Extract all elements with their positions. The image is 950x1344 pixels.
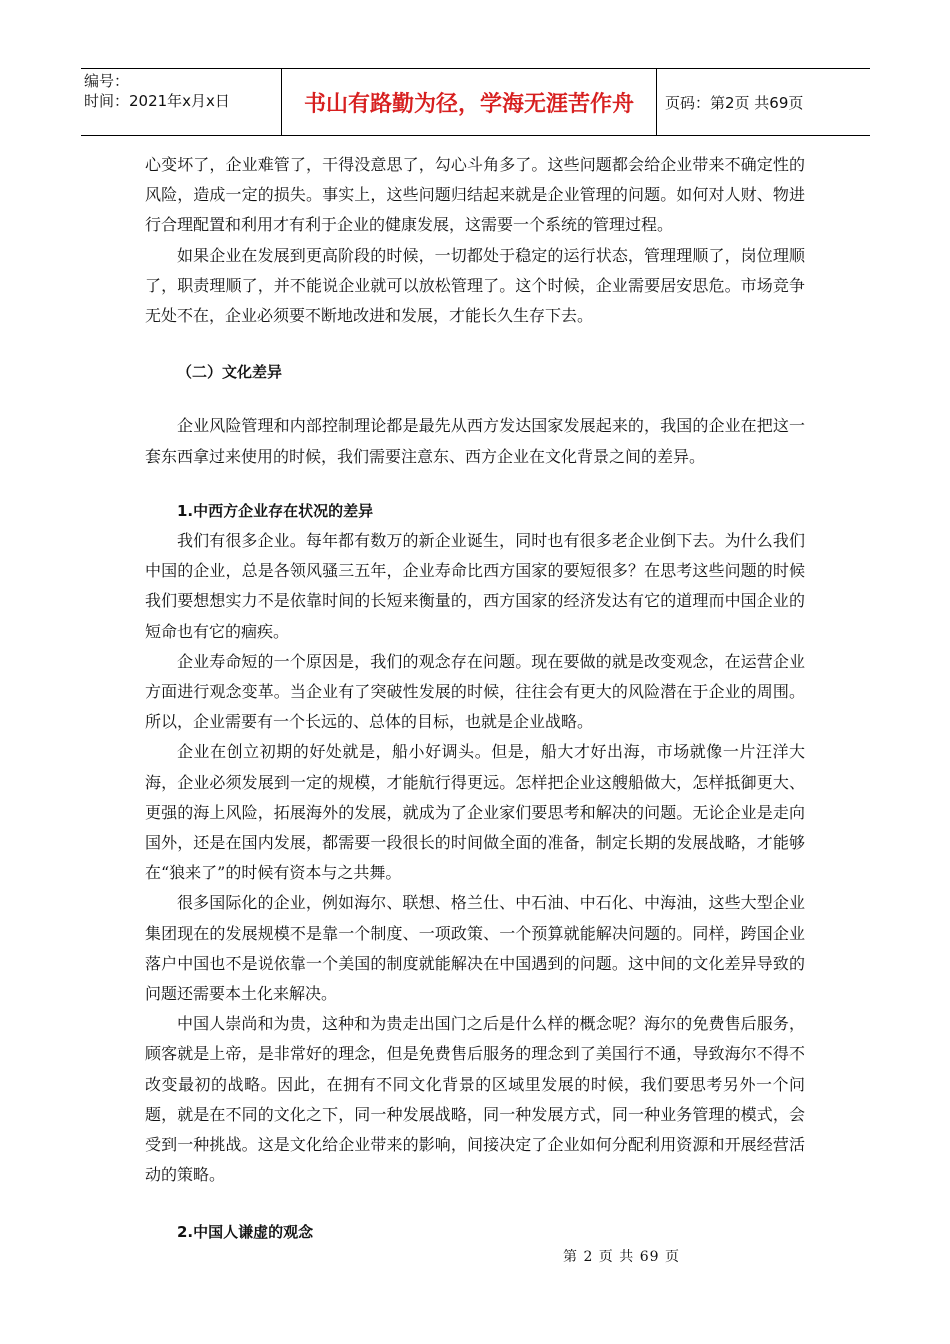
subsection-heading: 2.中国人谦虚的观念 [177,1222,314,1241]
footer-page-number: 第 2 页 共 69 页 [563,1249,680,1265]
subsection-heading: 1.中西方企业存在状况的差异 [177,501,374,520]
header-meta [81,69,282,135]
body-paragraph: 很多国际化的企业，例如海尔、联想、格兰仕、中石油、中石化、中海油，这些大型企业集团现在的发展规模不是靠一个制度、一项政策、一个预算就能解决问题的。同样，跨国企业落户中国也不是说依靠一个美国的制度就能解决在中国遇到的问题。这中间的文化差异导致的问题还需要本土化来解决。 [145,893,805,1004]
page-header [81,68,870,136]
document-date: 时间：2021年x月x日 [84,92,230,110]
header-page-info: 页码：第2页 共69页 [665,93,804,112]
document-number-label: 编号： [84,72,130,90]
body-paragraph: 中国人崇尚和为贵，这种和为贵走出国门之后是什么样的概念呢？海尔的免费售后服务，顾客就是上帝，是非常好的理念，但是免费售后服务的理念到了美国行不通，导致海尔不得不改变最初的战略。因此，在拥有不同文化背景的区域里发展的时候，我们要思考另外一个问题，就是在不同的文化之下，同一种发展战略，同一种发展方式，同一种业务管理的模式，会受到一种挑战。这是文化给企业带来的影响，间接决定了企业如何分配利用资源和开展经营活动的策略。 [145,1014,805,1185]
header-motto: 书山有路勤为径，学海无涯苦作舟 [282,69,657,135]
body-paragraph: 企业风险管理和内部控制理论都是最先从西方发达国家发展起来的，我国的企业在把这一套东西拿过来使用的时候，我们需要注意东、西方企业在文化背景之间的差异。 [145,416,805,466]
body-paragraph: 心变坏了，企业难管了，干得没意思了，勾心斗角多了。这些问题都会给企业带来不确定性的风险，造成一定的损失。事实上，这些问题归结起来就是企业管理的问题。如何对人财、物进行合理配置和利用才有利于企业的健康发展，这需要一个系统的管理过程。 [145,155,805,235]
body-paragraph: 如果企业在发展到更高阶段的时候，一切都处于稳定的运行状态，管理理顺了，岗位理顺了，职责理顺了，并不能说企业就可以放松管理了。这个时候，企业需要居安思危。市场竞争无处不在，企业必须要不断地改进和发展，才能长久生存下去。 [145,245,805,326]
body-paragraph: 企业寿命短的一个原因是，我们的观念存在问题。现在要做的就是改变观念，在运营企业方面进行观念变革。当企业有了突破性发展的时候，往往会有更大的风险潜在于企业的周围。所以，企业需要有一个长远的、总体的目标，也就是企业战略。 [145,651,805,732]
section-heading: （二）文化差异 [177,363,283,382]
body-paragraph: 企业在创立初期的好处就是，船小好调头。但是，船大才好出海，市场就像一片汪洋大海，企业必须发展到一定的规模，才能航行得更远。怎样把企业这艘船做大，怎样抵御更大、更强的海上风险，拓展海外的发展，就成为了企业家们要思考和解决的问题。无论企业是走向国外，还是在国内发展，都需要一段很长的时间做全面的准备，制定长期的发展战略，才能够在“狼来了”的时候有资本与之共舞。 [145,742,805,883]
body-paragraph: 我们有很多企业。每年都有数万的新企业诞生，同时也有很多老企业倒下去。为什么我们中国的企业，总是各领风骚三五年，企业寿命比西方国家的要短很多？在思考这些问题的时候我们要想想实力不是依靠时间的长短来衡量的，西方国家的经济发达有它的道理而中国企业的短命也有它的痼疾。 [145,531,805,641]
document-body [145,150,805,1247]
